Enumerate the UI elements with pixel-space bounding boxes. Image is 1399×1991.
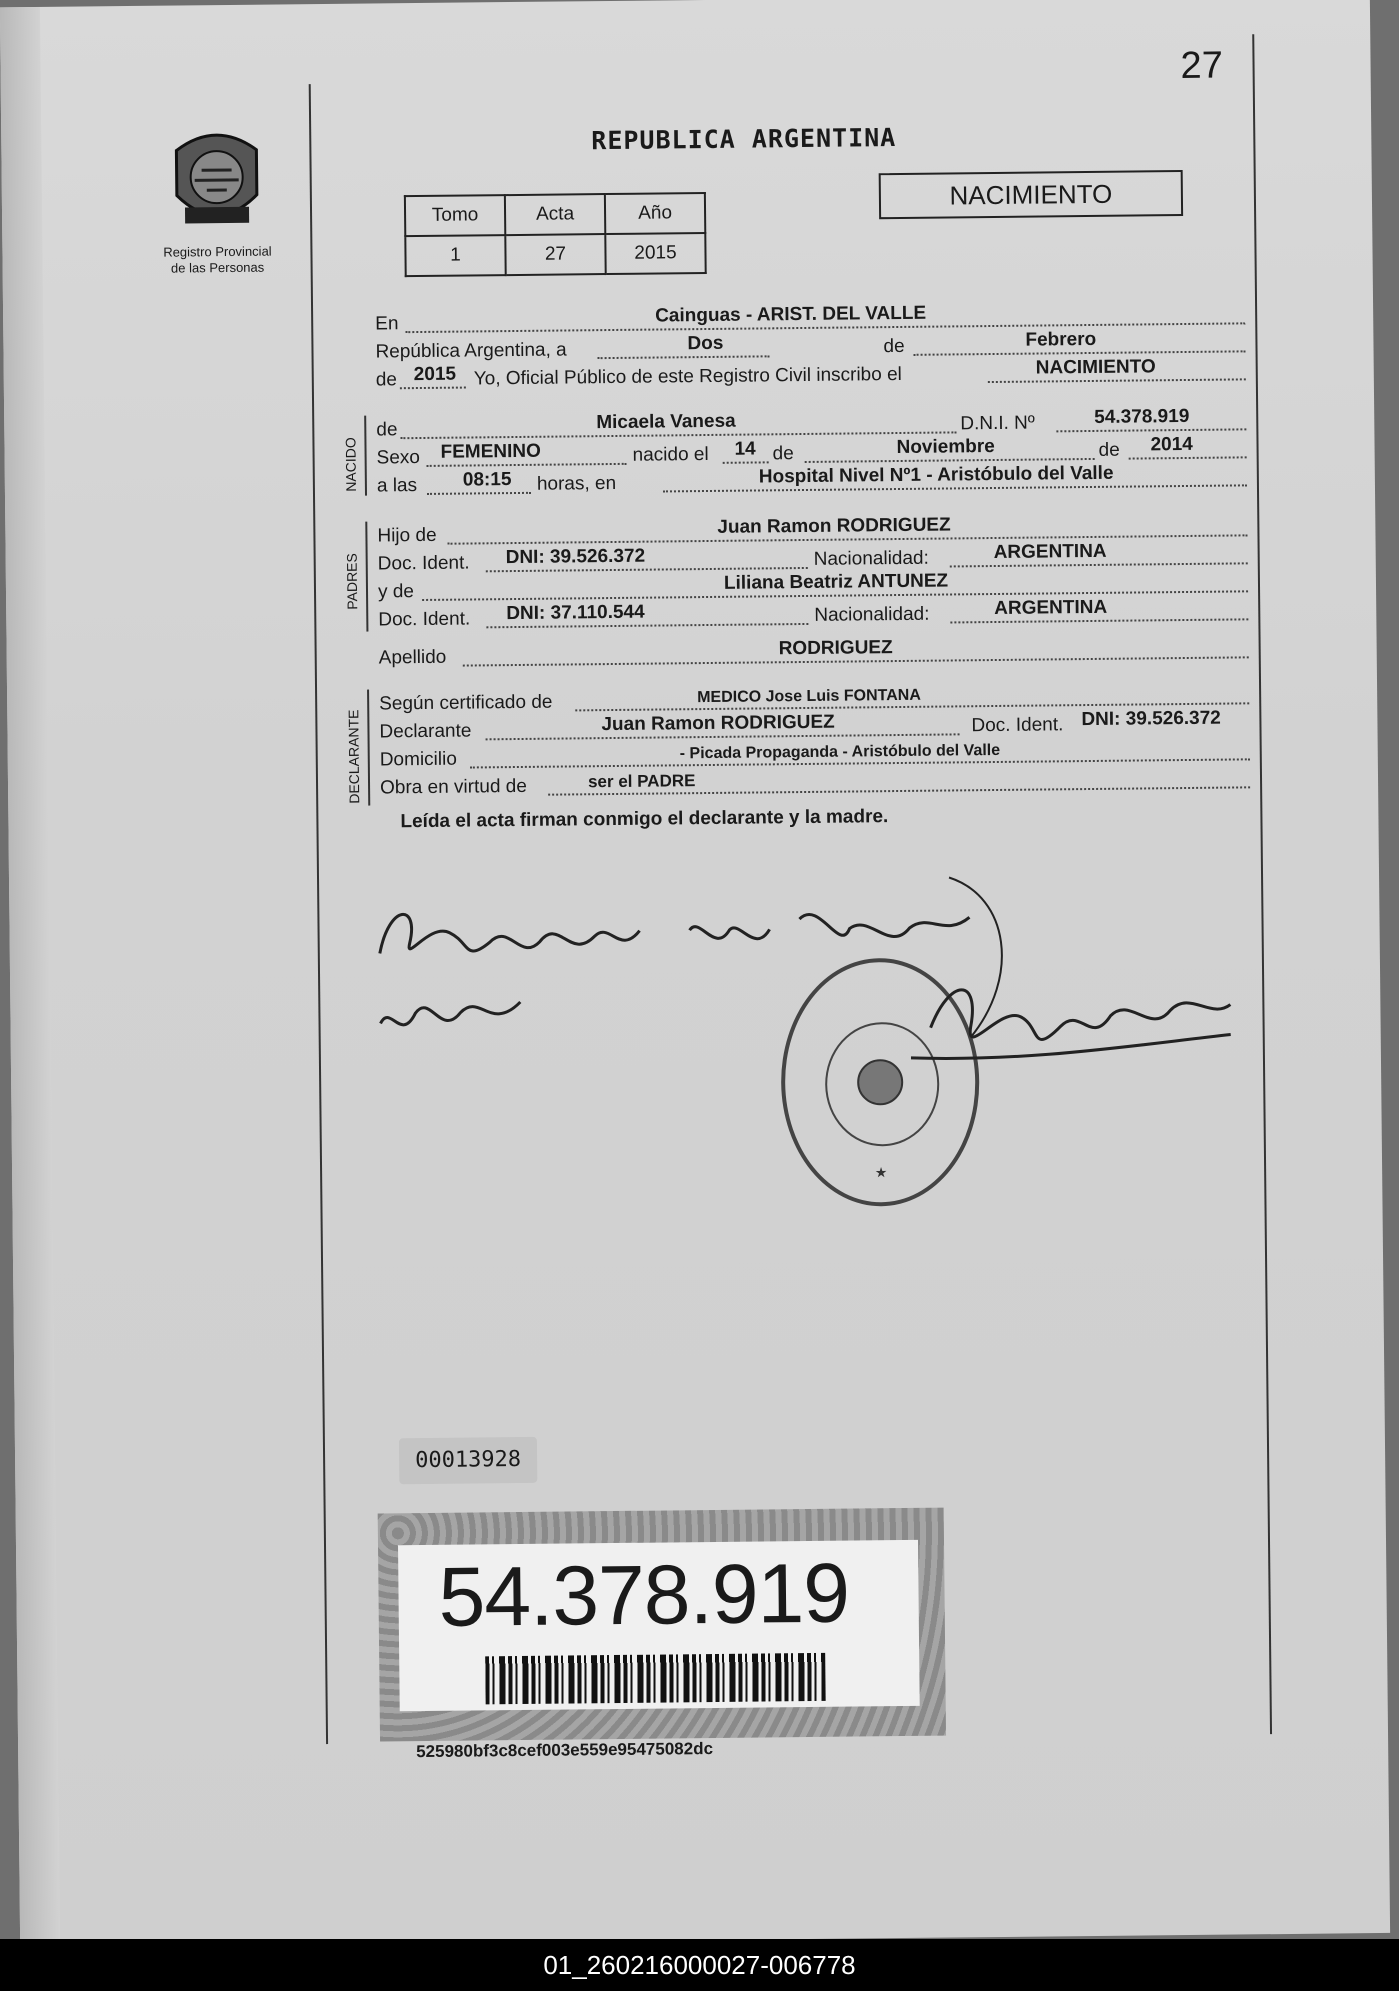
nacido-de-label-2: de (772, 443, 794, 465)
barcode-icon (485, 1653, 825, 1705)
hijo-de-label: Hijo de (377, 524, 437, 547)
anio-value: 2015 (605, 233, 705, 274)
control-number: 00013928 (399, 1437, 537, 1484)
padre-nacionalidad-value: ARGENTINA (993, 540, 1107, 564)
yo-text: Yo, Oficial Público de este Registro Civil inscribo el (473, 363, 902, 390)
nacido-dia-value: 14 (734, 438, 756, 460)
anio-inscripcion-value: 2015 (413, 363, 457, 386)
tomo-value: 1 (405, 235, 505, 276)
nacido-mes-value: Noviembre (896, 435, 995, 459)
padre-doc-label: Doc. Ident. (377, 552, 470, 575)
mes-value: Febrero (1025, 328, 1097, 351)
de-label-2: de (375, 369, 398, 391)
nacido-de-label: de (376, 419, 398, 441)
padres-section-label: PADRES (343, 553, 361, 610)
svg-text:★: ★ (874, 1165, 888, 1182)
certificado-value: MEDICO Jose Luis FONTANA (697, 686, 921, 707)
nacido-dni-value: 54.378.919 (1094, 405, 1190, 428)
declarante-doc-value: DNI: 39.526.372 (1081, 707, 1221, 731)
tomo-acta-table (404, 192, 707, 277)
record-type-box: NACIMIENTO (879, 170, 1183, 219)
obra-label: Obra en virtud de (379, 775, 527, 799)
declarante-doc-label: Doc. Ident. (971, 714, 1064, 737)
nacido-el-label: nacido el (632, 443, 709, 466)
sticker-number: 54.378.919 (438, 1545, 850, 1644)
domicilio-label: Domicilio (379, 748, 457, 771)
lugar-value: Cainguas - ARIST. DEL VALLE (655, 302, 927, 327)
registro-caption-line2: de las Personas (170, 259, 265, 276)
a-las-label: a las (376, 475, 418, 497)
dia-value: Dos (687, 332, 724, 355)
anio-header: Año (605, 193, 705, 234)
lugar-nacimiento-value: Hospital Nivel Nº1 - Aristóbulo del Valle (758, 462, 1114, 488)
padre-nacionalidad-label: Nacionalidad: (813, 547, 929, 570)
nacido-section-label: NACIDO (342, 437, 359, 492)
document-title: REPUBLICA ARGENTINA (591, 123, 897, 156)
madre-nacionalidad-value: ARGENTINA (994, 596, 1108, 620)
declarante-nombre-value: Juan Ramon RODRIGUEZ (601, 711, 835, 736)
tipo-value: NACIMIENTO (1035, 356, 1156, 379)
scan-id-footer: 01_260216000027-006778 (0, 1939, 1399, 1991)
madre-nombre-value: Liliana Beatriz ANTUNEZ (723, 570, 949, 594)
apellido-label: Apellido (378, 646, 447, 669)
madre-doc-label: Doc. Ident. (378, 608, 471, 631)
declarante-label: Declarante (379, 720, 472, 743)
obra-value: ser el PADRE (587, 771, 696, 792)
horas-en-label: horas, en (536, 472, 617, 495)
row-apellido (379, 634, 1249, 669)
apellido-value: RODRIGUEZ (778, 637, 893, 660)
sexo-label: Sexo (376, 447, 421, 469)
republica-label: República Argentina, a (375, 339, 567, 363)
left-margin-rule (309, 84, 328, 1744)
madre-nacionalidad-label: Nacionalidad: (814, 603, 930, 626)
certificado-label: Según certificado de (379, 691, 553, 715)
dni-label: D.N.I. Nº (960, 412, 1035, 435)
coat-of-arms-icon (166, 125, 267, 236)
en-label: En (375, 313, 399, 335)
closing-statement: Leída el acta firman conmigo el declarante y la madre. (400, 806, 889, 833)
declarante-section-label: DECLARANTE (345, 709, 363, 804)
madre-doc-value: DNI: 37.110.544 (506, 601, 645, 625)
hora-value: 08:15 (462, 469, 512, 491)
nacido-de-label-3: de (1098, 439, 1120, 461)
acta-value: 27 (505, 234, 605, 275)
y-de-label: y de (377, 581, 415, 603)
registro-logo (151, 124, 283, 276)
page-number: 27 (1180, 44, 1224, 88)
de-label: de (883, 335, 905, 358)
domicilio-value: - Picada Propaganda - Aristóbulo del Valle (679, 741, 1001, 763)
nacido-nombre-value: Micaela Vanesa (596, 410, 736, 434)
sexo-value: FEMENINO (440, 440, 541, 463)
tomo-header: Tomo (405, 195, 505, 236)
acta-header: Acta (505, 194, 605, 235)
registro-caption-line1: Registro Provincial (163, 243, 272, 260)
padre-nombre-value: Juan Ramon RODRIGUEZ (717, 514, 951, 538)
right-margin-rule (1252, 34, 1272, 1734)
official-signature (910, 964, 1241, 1077)
nacido-anio-value: 2014 (1150, 433, 1193, 456)
document-hash: 525980bf3c8cef003e559e95475082dc (416, 1739, 714, 1762)
padre-doc-value: DNI: 39.526.372 (505, 545, 646, 569)
security-sticker (378, 1508, 946, 1742)
